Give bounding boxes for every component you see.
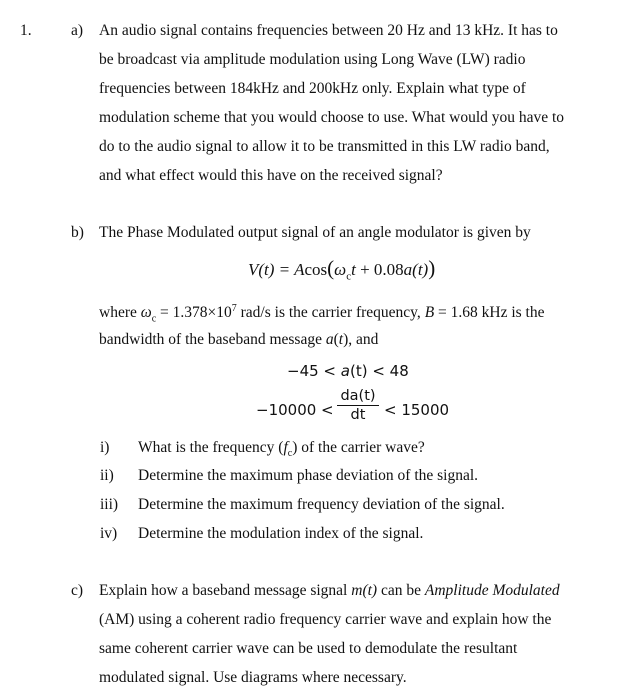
eq-omega-sub: c bbox=[346, 270, 352, 283]
ineq1-right: < 48 bbox=[367, 362, 409, 380]
part-a-line-3: frequencies between 184kHz and 200kHz only. Explain what type of bbox=[99, 80, 526, 97]
subpart-iii-label: iii) bbox=[100, 496, 119, 513]
where-exp: 7 bbox=[231, 303, 237, 314]
question-number: 1. bbox=[20, 22, 32, 39]
where2-a-var: a bbox=[325, 331, 334, 348]
subpart-i-text-a: What is the frequency ( bbox=[138, 439, 284, 456]
part-c-line-4: modulated signal. Use diagrams where necessary. bbox=[99, 669, 407, 686]
subpart-i-c: c bbox=[287, 448, 293, 460]
inequality-amplitude bbox=[287, 362, 409, 380]
where2-a: bandwidth of the baseband message bbox=[99, 331, 326, 348]
where-omega-sub: c bbox=[151, 313, 157, 325]
subpart-iii-text: Determine the maximum frequency deviation of the signal. bbox=[138, 496, 505, 513]
phase-modulation-equation bbox=[248, 256, 435, 282]
where-line-2 bbox=[99, 331, 378, 349]
where2-open: ( bbox=[333, 331, 339, 348]
eq-lhs: V(t) = bbox=[248, 260, 295, 279]
part-a-line-1: An audio signal contains frequencies between 20 Hz and 13 kHz. It has to bbox=[99, 22, 558, 39]
subpart-iv-label: iv) bbox=[100, 525, 118, 542]
inequality-2-left: −10000 < bbox=[256, 401, 334, 419]
part-c-line-1 bbox=[99, 582, 560, 600]
part-b-label: b) bbox=[71, 224, 84, 241]
ineq1-a: a bbox=[340, 362, 350, 380]
where2-t: t bbox=[338, 331, 344, 348]
part-c-line-2: (AM) using a coherent radio frequency carrier wave and explain how the bbox=[99, 611, 552, 628]
where-text: where bbox=[99, 304, 141, 322]
where-omega: ω bbox=[140, 304, 152, 322]
part-a-line-2: be broadcast via amplitude modulation using Long Wave (LW) radio bbox=[99, 51, 526, 68]
subpart-iv-text: Determine the modulation index of the signal. bbox=[138, 525, 424, 542]
eq-amplitude: A bbox=[294, 260, 305, 279]
eq-t: t bbox=[351, 260, 356, 279]
eq-arg: (t) bbox=[412, 260, 429, 279]
part-c-line-1b: can be bbox=[377, 582, 425, 599]
subpart-i-f: f bbox=[283, 439, 288, 456]
part-c-line-1a: Explain how a baseband message signal bbox=[99, 582, 352, 599]
eq-a: a bbox=[403, 260, 413, 279]
fraction-denominator: dt bbox=[350, 407, 366, 423]
where-B: B bbox=[424, 304, 435, 322]
subpart-i-text-b: ) of the carrier wave? bbox=[292, 439, 425, 456]
part-c-m: m bbox=[351, 582, 363, 599]
ineq1-left: −45 < bbox=[287, 362, 341, 380]
derivative-fraction bbox=[337, 388, 379, 423]
eq-plus: + 0.08 bbox=[355, 260, 404, 279]
part-b-intro: The Phase Modulated output signal of an angle modulator is given by bbox=[99, 224, 531, 241]
eq-cos: cos bbox=[304, 260, 328, 279]
inequality-2-right: < 15000 bbox=[384, 401, 450, 419]
subpart-ii-text: Determine the maximum phase deviation of the signal. bbox=[138, 467, 479, 484]
part-c-line-3: same coherent carrier wave can be used to demodulate the resultant bbox=[99, 640, 518, 657]
part-c-am: Amplitude Modulated bbox=[424, 582, 560, 599]
subpart-i-label: i) bbox=[100, 439, 110, 456]
part-a-line-5: do to the audio signal to allow it to be transmitted in this LW radio band, bbox=[99, 138, 550, 155]
part-c-t: (t) bbox=[362, 582, 378, 599]
fraction-bar bbox=[337, 405, 379, 406]
part-c-label: c) bbox=[71, 582, 84, 599]
part-a-line-6: and what effect would this have on the received signal? bbox=[99, 167, 443, 184]
eq-open-paren: ( bbox=[327, 256, 335, 280]
part-a-label: a) bbox=[71, 22, 84, 39]
eq-close-paren: ) bbox=[428, 256, 436, 280]
subpart-ii-label: ii) bbox=[100, 467, 114, 484]
eq-omega: ω bbox=[334, 260, 347, 279]
where-rest2: = 1.68 kHz is the bbox=[434, 304, 545, 322]
where-eq1: = 1.378×10 bbox=[156, 304, 232, 322]
ineq1-t: (t) bbox=[349, 362, 368, 380]
where-rest1: rad/s is the carrier frequency, bbox=[236, 304, 425, 322]
fraction-numerator: da(t) bbox=[340, 388, 376, 404]
where2-d: ), and bbox=[343, 331, 379, 348]
part-a-line-4: modulation scheme that you would choose to use. What would you have to bbox=[99, 109, 565, 126]
where-line-1 bbox=[99, 303, 545, 324]
subpart-i-text bbox=[138, 439, 425, 459]
